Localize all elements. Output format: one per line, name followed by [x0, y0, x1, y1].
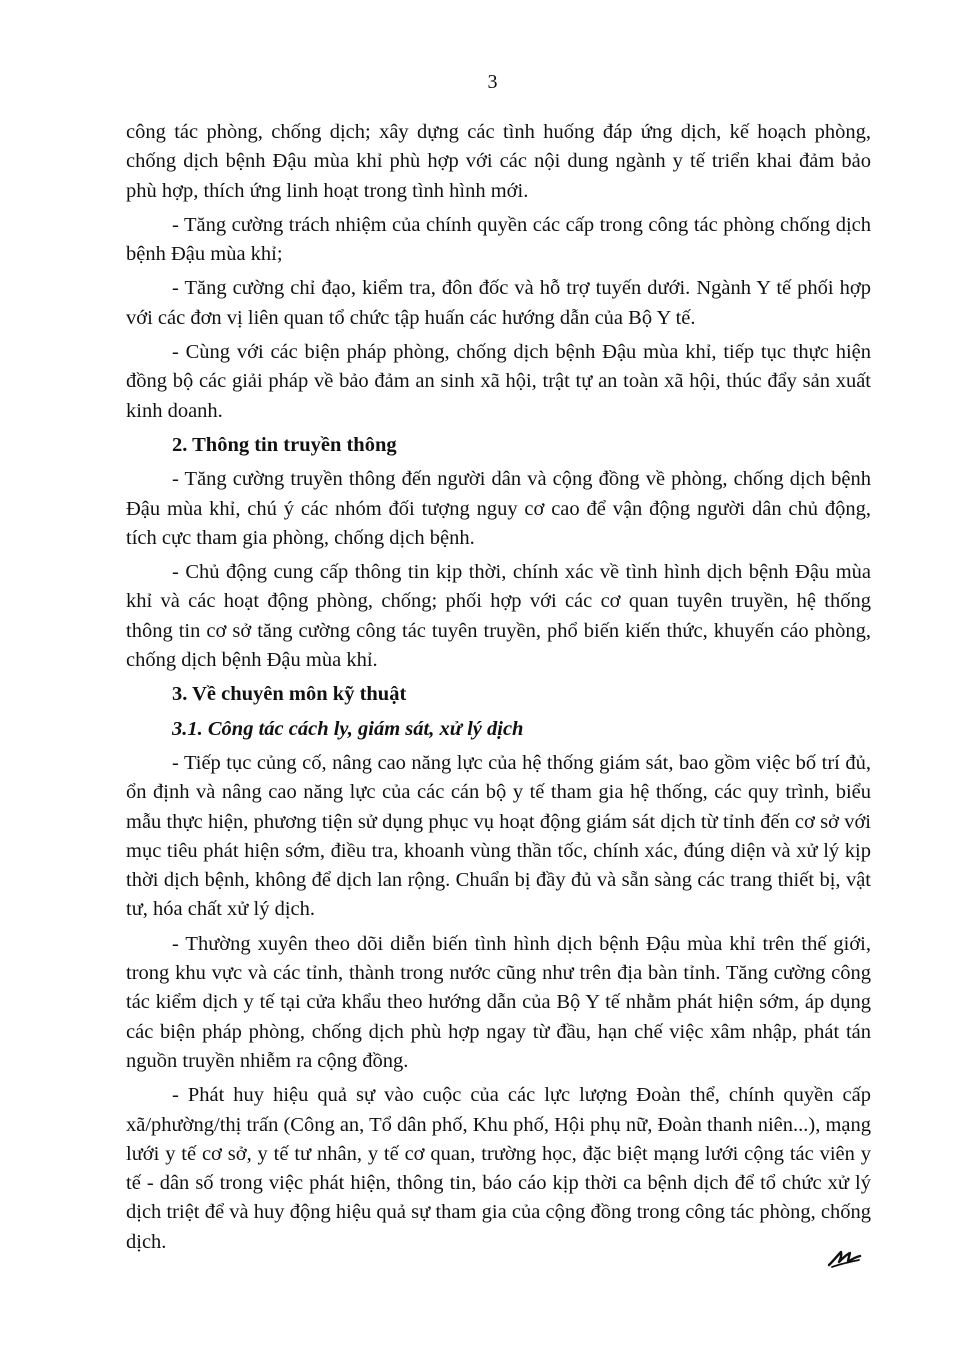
heading-communication: 2. Thông tin truyền thông	[172, 433, 397, 456]
paragraph-continuation: công tác phòng, chống dịch; xây dựng các tình huống đáp ứng dịch, kế hoạch phòng, chống dịch bệnh Đậu mùa khỉ phù hợp với các nội dung ngành y tế triển khai đảm bảo phù hợp, thích ứng linh hoạt trong tình hình mới.	[126, 121, 871, 202]
initial-signature-mark	[826, 1244, 862, 1270]
paragraph-monitoring-situation: - Thường xuyên theo dõi diễn biến tình hình dịch bệnh Đậu mùa khỉ trên thế giới, trong khu vực và các tỉnh, thành trong nước cũng như trên địa bàn tỉnh. Tăng cường công tác kiểm dịch y tế tại cửa khẩu theo hướng dẫn của Bộ Y tế nhằm phát hiện sớm, áp dụng các biện pháp phòng, chống dịch phù hợp ngay từ đầu, hạn chế việc xâm nhập, phát tán nguồn truyền nhiễm ra cộng đồng.	[126, 932, 871, 1072]
paragraph-surveillance-system: - Tiếp tục củng cố, nâng cao năng lực của hệ thống giám sát, bao gồm việc bố trí đủ, ổn định và nâng cao năng lực của các cán bộ y tế tham gia hệ thống, các quy trình, biểu mẫu thực hiện, phương tiện sử dụng phục vụ hoạt động giám sát dịch từ tỉnh đến cơ sở với mục tiêu phát hiện sớm, điều tra, khoanh vùng thần tốc, chính xác, đúng diện và xử lý kịp thời dịch bệnh, không để dịch lan rộng. Chuẩn bị đầy đủ và sẵn sàng các trang thiết bị, vật tư, hóa chất xử lý dịch.	[126, 751, 871, 921]
paragraph-communication-public: - Tăng cường truyền thông đến người dân và cộng đồng về phòng, chống dịch bệnh Đậu mùa khỉ, chú ý các nhóm đối tượng nguy cơ cao để vận động người dân chủ động, tích cực tham gia phòng, chống dịch bệnh.	[126, 468, 871, 549]
page-number: 3	[487, 71, 498, 93]
subheading-isolation-surveillance: 3.1. Công tác cách ly, giám sát, xử lý dịch	[172, 717, 524, 740]
paragraph-local-government: - Tăng cường trách nhiệm của chính quyền các cấp trong công tác phòng chống dịch bệnh Đậu mùa khỉ;	[126, 213, 871, 266]
paragraph-information-provision: - Chủ động cung cấp thông tin kịp thời, chính xác về tình hình dịch bệnh Đậu mùa khỉ và các hoạt động phòng, chống; phối hợp với các cơ quan tuyên truyền, hệ thống thông tin cơ sở tăng cường công tác tuyên truyền, phổ biến kiến thức, khuyến cáo phòng, chống dịch bệnh Đậu mùa khỉ.	[126, 561, 871, 672]
paragraph-social-security: - Cùng với các biện pháp phòng, chống dịch bệnh Đậu mùa khỉ, tiếp tục thực hiện đồng bộ các giải pháp về bảo đảm an sinh xã hội, trật tự an toàn xã hội, thúc đẩy sản xuất kinh doanh.	[126, 341, 871, 422]
document-body	[126, 118, 871, 1262]
paragraph-mobilization: - Phát huy hiệu quả sự vào cuộc của các lực lượng Đoàn thể, chính quyền cấp xã/phường/thị trấn (Công an, Tổ dân phố, Khu phố, Hội phụ nữ, Đoàn thanh niên...), mạng lưới y tế cơ sở, y tế tư nhân, y tế cơ quan, trường học, đặc biệt mạng lưới cộng tác viên y tế - dân số trong việc phát hiện, thông tin, báo cáo kịp thời ca bệnh dịch để tổ chức xử lý dịch triệt để và huy động hiệu quả sự tham gia của cộng đồng trong công tác phòng, chống dịch.	[126, 1084, 871, 1253]
heading-technical-expertise: 3. Về chuyên môn kỹ thuật	[172, 683, 407, 706]
paragraph-direction-inspection: - Tăng cường chỉ đạo, kiểm tra, đôn đốc và hỗ trợ tuyến dưới. Ngành Y tế phối hợp với các đơn vị liên quan tổ chức tập huấn các hướng dẫn của Bộ Y tế.	[126, 277, 871, 329]
